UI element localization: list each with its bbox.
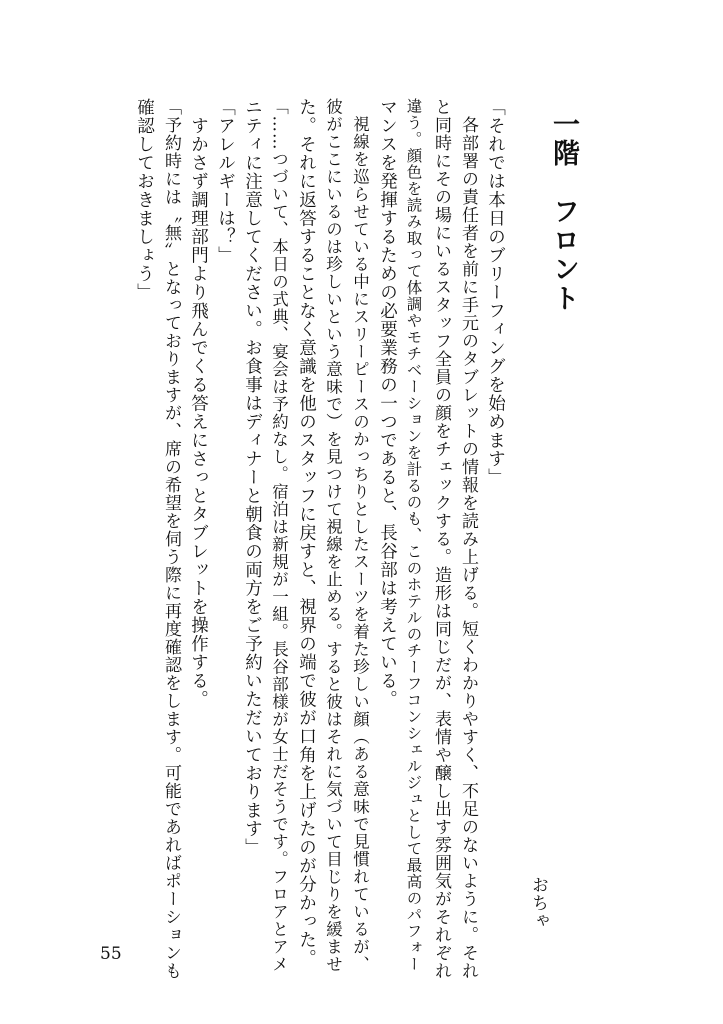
text-line: 「……つづいて、本日の式典、宴会は予約なし。宿泊は新規が一組。長谷部様が女士だそうです。フロアとアメ [269, 98, 289, 973]
text-line: すかさず調理部門より飛んでくる答えにさっとタブレットを操作する。 [188, 98, 209, 709]
text-line: 「予約時には〝無〟となっておりますが、席の希望を伺う際に再度確認をします。可能であればポーションも [161, 98, 181, 980]
text-line: 確認しておきましょう」 [134, 98, 155, 302]
text-line: 視線を巡らせている中にスリーピースのかっちりとしたスーツを着た珍しい顔（ある意味で見慣れているが、 [350, 98, 370, 973]
text-line: 各部署の責任者を前に手元のタブレットの情報を読み上げる。短くわかりやすく、不足のないように。それ [458, 98, 478, 980]
chapter-title: 一階 フロント [548, 110, 579, 313]
text-line: 違う。顔色を読み取って体調やモチベーションを計るのも、このホテルのチーフコンシェルジュとして最高のパフォー [404, 98, 423, 973]
text-line: 「それでは本日のブリーフィングを始めます」 [485, 98, 506, 487]
text-line: マンスを発揮するための必要業務の一つであると、長谷部は考えている。 [377, 98, 398, 709]
author-note: おちゃ [528, 876, 548, 930]
text-line: と同時にその場にいるスタッフ全員の顔をチェックする。造形は同じだが、表情や醸し出す雰囲気がそれぞれ [431, 98, 451, 980]
text-line: 「アレルギーは？」 [215, 98, 236, 265]
text-line: 彼がここにいるのは珍しいという意味で）を見つけて視線を止める。すると彼はそれに気づいて目じりを緩ませ [323, 98, 343, 973]
text-line: た。それに返答することなく意識を他のスタッフに戻すと、視界の端で彼が口角を上げたのが分かった。 [296, 98, 317, 968]
page-number: 55 [100, 944, 122, 964]
text-line: ニティに注意してください。お食事はディナーと朝食の両方をご予約いただいております」 [242, 98, 263, 857]
